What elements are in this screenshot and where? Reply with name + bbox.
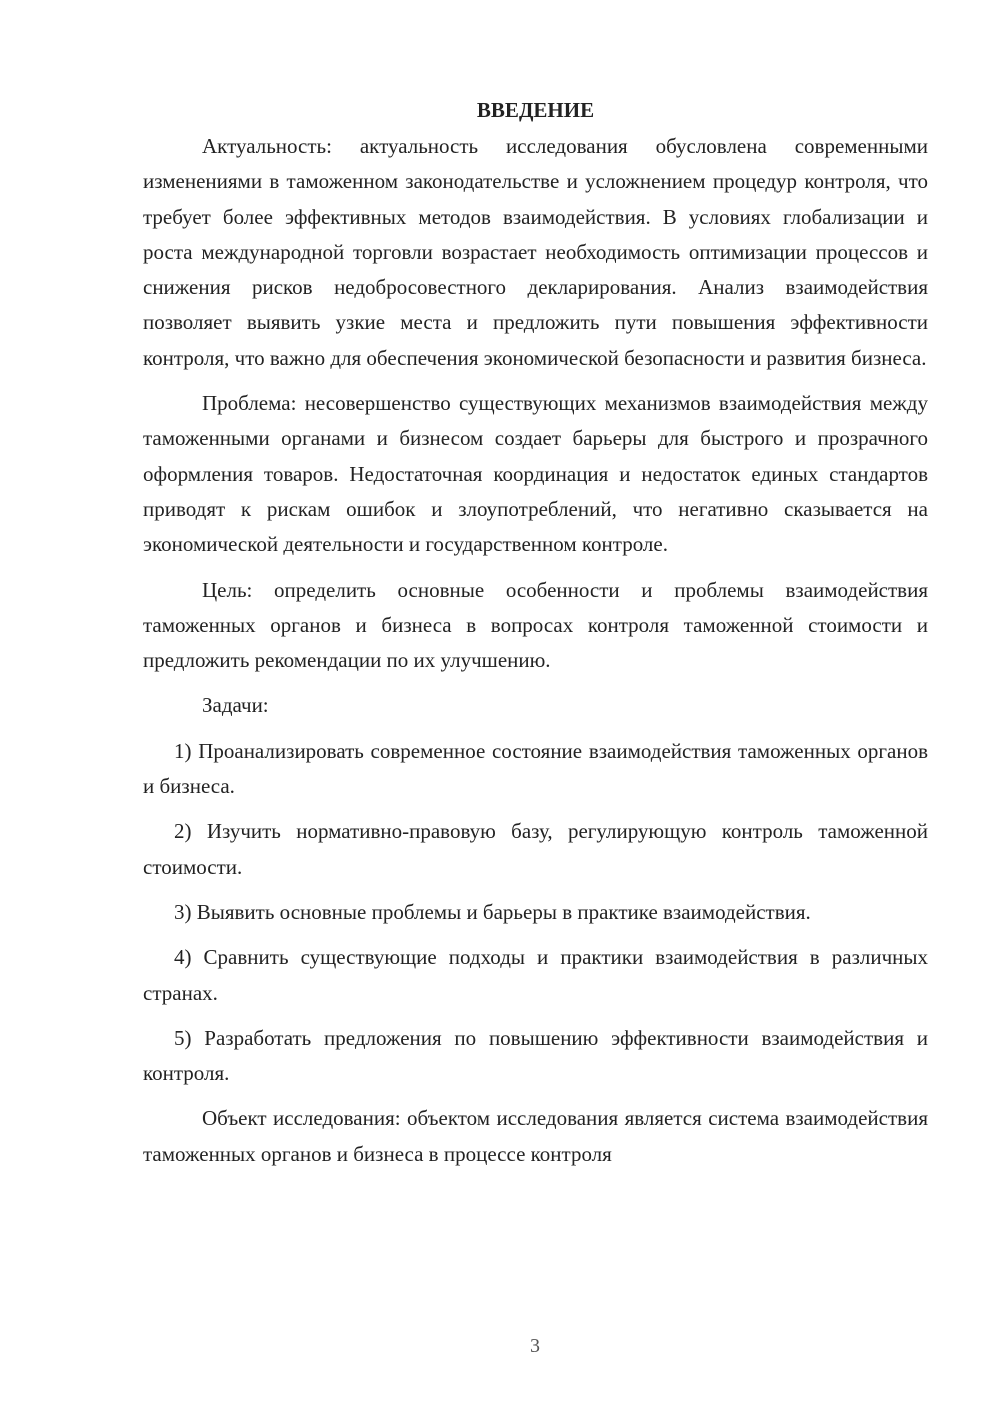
task-item-1: 1) Проанализировать современное состояние взаимодействия таможенных органов и бизнеса. [143,738,928,799]
page-number: 3 [530,1335,540,1357]
task-item-3: 3) Выявить основные проблемы и барьеры в практике взаимодействия. [174,899,811,924]
goal-paragraph: Цель: определить основные особенности и проблемы взаимодействия таможенных органов и бизнеса в вопросах контроля таможенной стоимости и предложить рекомендации по их улучшению. [143,577,928,673]
relevance-paragraph: Актуальность: актуальность исследования обусловлена современными изменениями в таможенном законодательстве и усложнением процедур контроля, что требует более эффективных методов взаимодействия. В условиях глобализации и роста международной торговли возрастает необходимость оптимизации процессов и снижения рисков недобросовестного декларирования. Анализ взаимодействия позволяет выявить узкие места и предложить пути повышения эффективности контроля, что важно для обеспечения экономической безопасности и развития бизнеса. [143,134,928,370]
task-item-5: 5) Разработать предложения по повышению эффективности взаимодействия и контроля. [143,1025,928,1086]
research-object-paragraph: Объект исследования: объектом исследования является система взаимодействия таможенных органов и бизнеса в процессе контроля [143,1106,928,1166]
page-content [143,92,928,1172]
section-heading: ВВЕДЕНИЕ [476,98,595,122]
task-item-4: 4) Сравнить существующие подходы и практики взаимодействия в различных странах. [143,945,928,1005]
tasks-heading: Задачи: [202,693,269,718]
task-item-2: 2) Изучить нормативно-правовую базу, регулирующую контроль таможенной стоимости. [143,819,928,879]
problem-paragraph: Проблема: несовершенство существующих механизмов взаимодействия между таможенными органами и бизнесом создает барьеры для быстрого и прозрачного оформления товаров. Недостаточная координация и недостаток единых стандартов приводят к рискам ошибок и злоупотреблений, что негативно сказывается на экономической деятельности и государственном контроле. [143,391,928,557]
